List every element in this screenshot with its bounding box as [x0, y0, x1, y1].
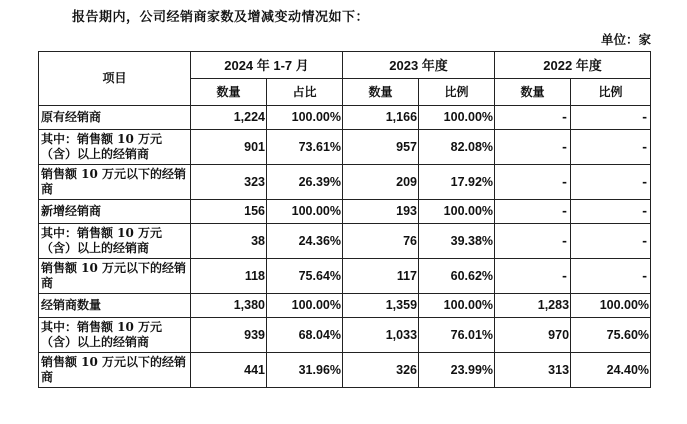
table-row	[39, 294, 651, 318]
table-cell: -	[495, 259, 571, 294]
row-label: 经销商数量	[39, 294, 191, 318]
table-cell: 75.60%	[571, 318, 651, 353]
table-cell: 100.00%	[267, 294, 343, 318]
table-cell: 441	[191, 353, 267, 388]
table-cell: 82.08%	[419, 130, 495, 165]
table-cell: 970	[495, 318, 571, 353]
table-cell: 17.92%	[419, 165, 495, 200]
table-cell: -	[495, 130, 571, 165]
table-cell: 100.00%	[571, 294, 651, 318]
intro-text: 报告期内，公司经销商家数及增减变动情况如下：	[72, 10, 370, 25]
table-row	[39, 200, 651, 224]
unit-label: 单位：家	[600, 32, 651, 47]
table-cell: -	[571, 224, 651, 259]
row-label: 其中：销售额 10 万元（含）以上的经销商	[39, 224, 191, 259]
table-cell: 1,359	[343, 294, 419, 318]
table-cell: -	[571, 165, 651, 200]
row-label: 新增经销商	[39, 200, 191, 224]
table-cell: 117	[343, 259, 419, 294]
table-cell: 100.00%	[419, 200, 495, 224]
header-period-2022: 2022 年度	[495, 52, 651, 79]
table-cell: 118	[191, 259, 267, 294]
table-cell: 939	[191, 318, 267, 353]
table-cell: 100.00%	[267, 106, 343, 130]
table-cell: 323	[191, 165, 267, 200]
table-cell: 38	[191, 224, 267, 259]
table-cell: 100.00%	[267, 200, 343, 224]
header-period-2024: 2024 年 1-7 月	[191, 52, 343, 79]
table-row	[39, 353, 651, 388]
table-cell: 1,166	[343, 106, 419, 130]
table-cell: 24.40%	[571, 353, 651, 388]
table-cell: -	[495, 165, 571, 200]
row-label: 销售额 10 万元以下的经销商	[39, 259, 191, 294]
table-cell: 100.00%	[419, 294, 495, 318]
subheader-2022-ratio: 比例	[571, 79, 651, 106]
table-cell: 68.04%	[267, 318, 343, 353]
table-cell: 1,380	[191, 294, 267, 318]
table-cell: 193	[343, 200, 419, 224]
table-cell: 1,033	[343, 318, 419, 353]
header-period-2023: 2023 年度	[343, 52, 495, 79]
table-cell: -	[571, 200, 651, 224]
table-cell: 39.38%	[419, 224, 495, 259]
row-label: 其中：销售额 10 万元（含）以上的经销商	[39, 318, 191, 353]
table-cell: 1,224	[191, 106, 267, 130]
subheader-2024-ratio: 占比	[267, 79, 343, 106]
table-row	[39, 259, 651, 294]
subheader-2023-ratio: 比例	[419, 79, 495, 106]
table-cell: 209	[343, 165, 419, 200]
row-label: 其中：销售额 10 万元（含）以上的经销商	[39, 130, 191, 165]
table-cell: 156	[191, 200, 267, 224]
table-cell: 73.61%	[267, 130, 343, 165]
table-cell: 957	[343, 130, 419, 165]
table-cell: 76.01%	[419, 318, 495, 353]
table-cell: 901	[191, 130, 267, 165]
dealer-count-table	[38, 51, 651, 388]
table-row	[39, 165, 651, 200]
table-cell: -	[495, 106, 571, 130]
subheader-2022-count: 数量	[495, 79, 571, 106]
row-label: 销售额 10 万元以下的经销商	[39, 165, 191, 200]
row-label: 原有经销商	[39, 106, 191, 130]
subheader-2023-count: 数量	[343, 79, 419, 106]
table-cell: 23.99%	[419, 353, 495, 388]
table-row	[39, 106, 651, 130]
table-cell: 75.64%	[267, 259, 343, 294]
table-cell: 76	[343, 224, 419, 259]
table-cell: 26.39%	[267, 165, 343, 200]
subheader-2024-count: 数量	[191, 79, 267, 106]
table-cell: -	[495, 200, 571, 224]
table-cell: 313	[495, 353, 571, 388]
table-row	[39, 224, 651, 259]
row-label: 销售额 10 万元以下的经销商	[39, 353, 191, 388]
table-cell: -	[495, 224, 571, 259]
table-cell: -	[571, 259, 651, 294]
table-row	[39, 130, 651, 165]
table-cell: -	[571, 106, 651, 130]
table-cell: 1,283	[495, 294, 571, 318]
table-cell: -	[571, 130, 651, 165]
table-cell: 31.96%	[267, 353, 343, 388]
table-cell: 24.36%	[267, 224, 343, 259]
table-cell: 60.62%	[419, 259, 495, 294]
table-cell: 326	[343, 353, 419, 388]
table-cell: 100.00%	[419, 106, 495, 130]
header-item: 项目	[39, 52, 191, 106]
table-row	[39, 318, 651, 353]
